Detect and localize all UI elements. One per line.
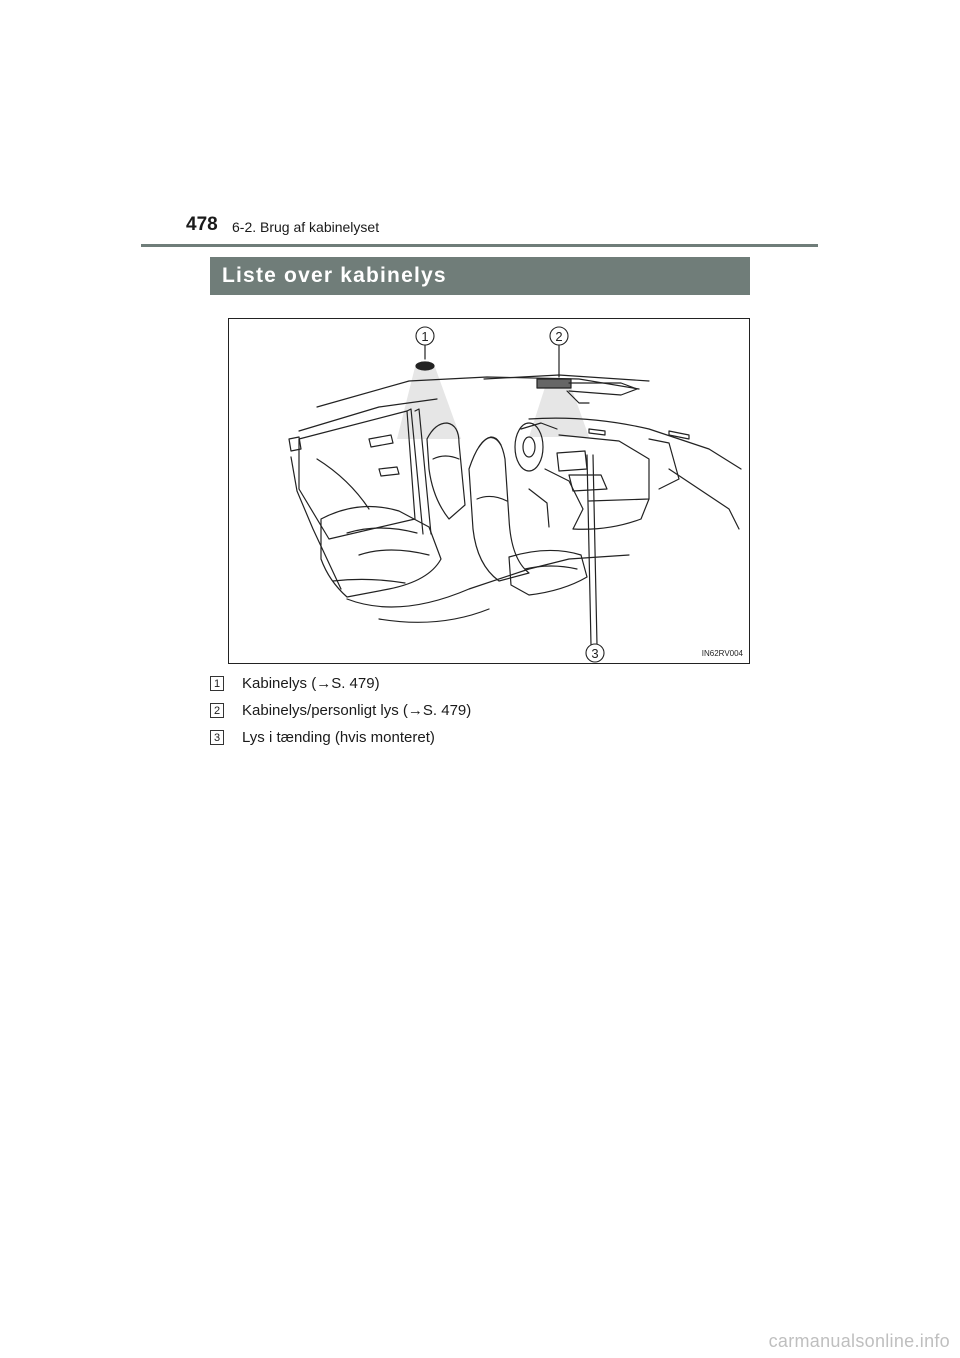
interior-lights-figure xyxy=(228,318,750,664)
figure-code: IN62RV004 xyxy=(701,649,743,658)
steering-wheel xyxy=(515,423,543,471)
legend-text: Kabinelys (→S. 479) xyxy=(242,675,380,692)
callout-number: 2 xyxy=(555,329,563,344)
callout-number: 1 xyxy=(421,329,429,344)
section-banner xyxy=(210,257,750,295)
callout-3 xyxy=(586,644,604,662)
front-seat-back xyxy=(469,437,529,581)
legend-item xyxy=(210,670,750,697)
page-number: 478 xyxy=(186,214,218,235)
roof-outline xyxy=(317,377,639,407)
dome-light-1 xyxy=(416,362,434,370)
legend-item xyxy=(210,724,750,751)
callout-1 xyxy=(416,327,434,345)
callout-number: 3 xyxy=(591,646,599,661)
front-seat-cushion xyxy=(509,550,587,595)
watermark-site: carmanualsonline.info xyxy=(768,1331,950,1351)
car-interior-illustration xyxy=(229,319,749,663)
legend-text: Lys i tænding (hvis monteret) xyxy=(242,729,435,746)
legend-list xyxy=(210,670,750,751)
center-display xyxy=(557,451,587,471)
running-head: 6-2. Brug af kabinelyset xyxy=(232,219,380,235)
section-title: Liste over kabinelys xyxy=(222,264,447,287)
legend-badge: 2 xyxy=(210,703,224,718)
legend-badge: 1 xyxy=(210,676,224,691)
map-lamp-2 xyxy=(537,379,571,388)
rear-door xyxy=(299,411,415,539)
legend-badge: 3 xyxy=(210,730,224,745)
header-rule xyxy=(141,244,818,247)
legend-item xyxy=(210,697,750,724)
legend-text: Kabinelys/personligt lys (→S. 479) xyxy=(242,702,472,719)
callout-2 xyxy=(550,327,568,345)
